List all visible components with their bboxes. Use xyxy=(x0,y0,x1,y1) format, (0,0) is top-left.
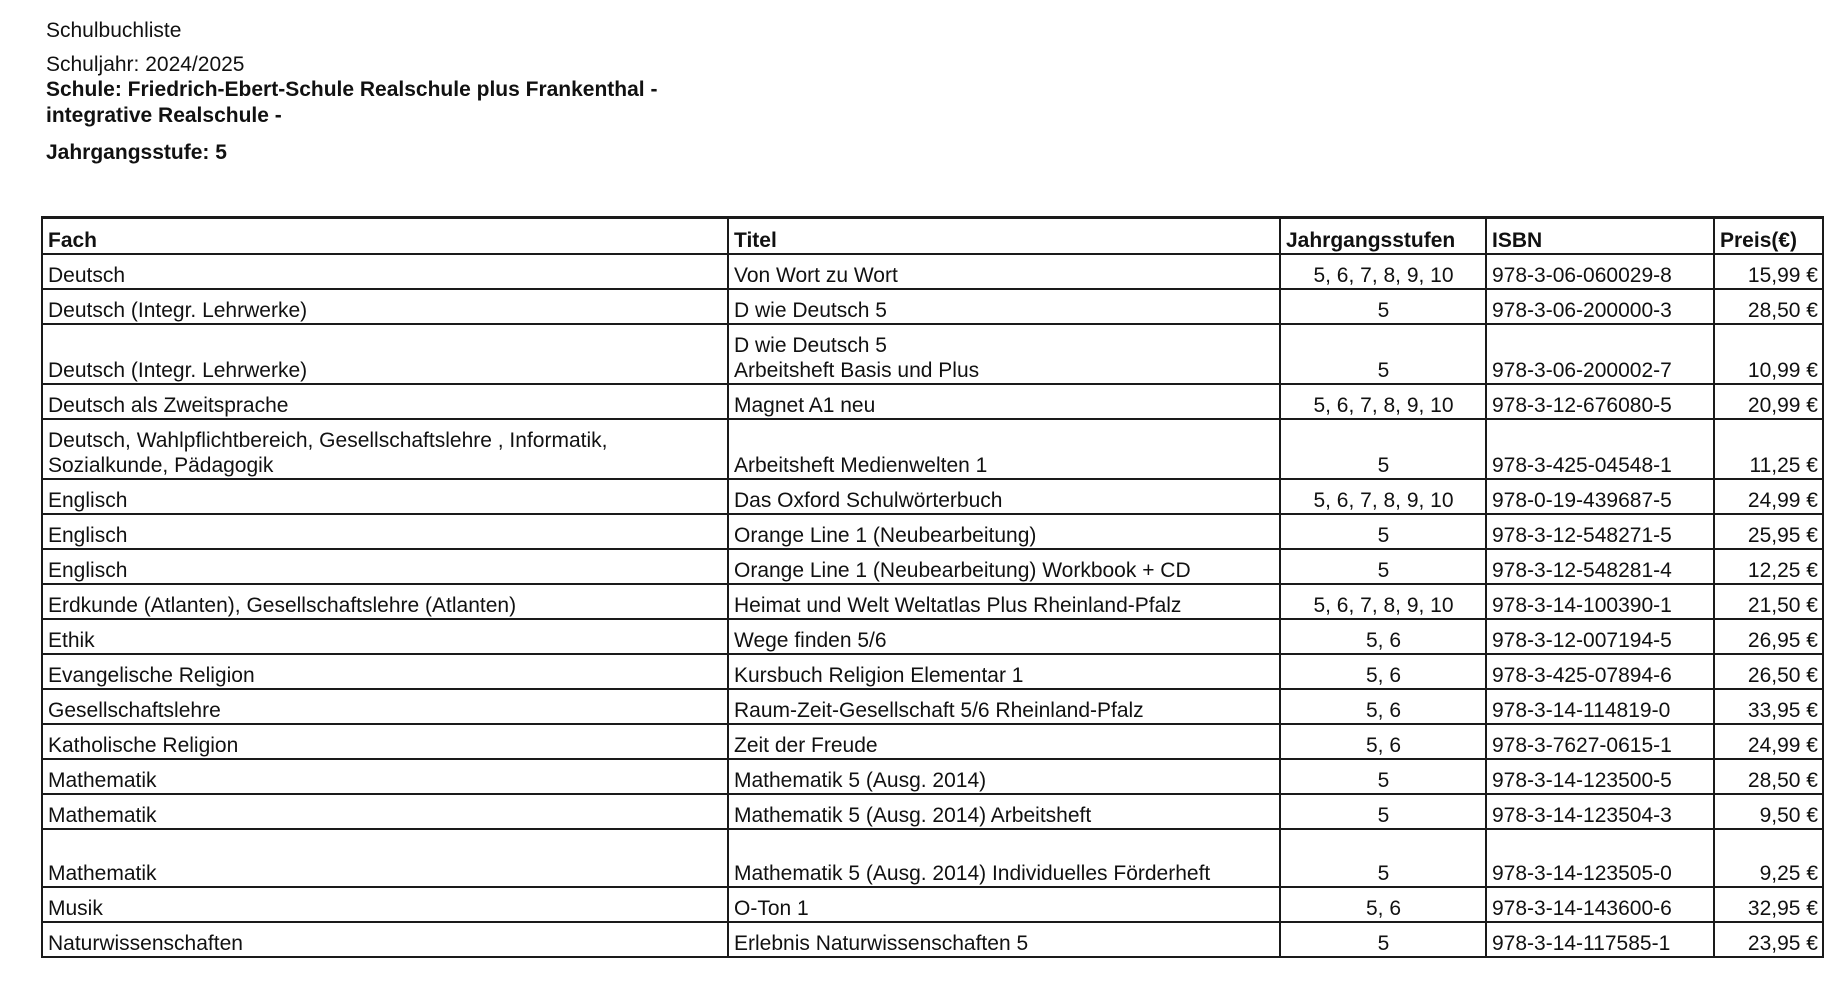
cell-isbn: 978-3-12-548271-5 xyxy=(1486,514,1714,549)
cell-isbn: 978-3-06-060029-8 xyxy=(1486,254,1714,289)
cell-isbn: 978-3-14-123500-5 xyxy=(1486,759,1714,794)
cell-price: 21,50 € xyxy=(1714,584,1823,619)
column-header-grades: Jahrgangsstufen xyxy=(1280,218,1486,255)
cell-title xyxy=(728,584,1280,619)
cell-title xyxy=(728,619,1280,654)
table-row xyxy=(42,759,1823,794)
cell-subject: Mathematik xyxy=(42,759,728,794)
cell-subject: Naturwissenschaften xyxy=(42,922,728,957)
cell-subject: Englisch xyxy=(42,549,728,584)
cell-isbn: 978-3-14-100390-1 xyxy=(1486,584,1714,619)
cell-isbn: 978-3-06-200000-3 xyxy=(1486,289,1714,324)
cell-price: 23,95 € xyxy=(1714,922,1823,957)
cell-price: 26,95 € xyxy=(1714,619,1823,654)
cell-title xyxy=(728,689,1280,724)
cell-price: 25,95 € xyxy=(1714,514,1823,549)
cell-subject: Deutsch xyxy=(42,254,728,289)
cell-title-text-line2: Arbeitsheft Basis und Plus xyxy=(734,358,980,382)
cell-subject: Deutsch, Wahlpflichtbereich, Gesellschaftslehre , Informatik, Sozialkunde, Pädagogik xyxy=(42,419,728,479)
cell-isbn: 978-3-12-676080-5 xyxy=(1486,384,1714,419)
document-header xyxy=(46,18,736,165)
cell-price: 10,99 € xyxy=(1714,324,1823,384)
table-row xyxy=(42,654,1823,689)
cell-title xyxy=(728,384,1280,419)
table-row xyxy=(42,384,1823,419)
cell-title-text: Von Wort zu Wort xyxy=(734,263,898,287)
cell-title xyxy=(728,829,1280,887)
cell-grades: 5, 6, 7, 8, 9, 10 xyxy=(1280,479,1486,514)
cell-title xyxy=(728,794,1280,829)
cell-subject: Erdkunde (Atlanten), Gesellschaftslehre (Atlanten) xyxy=(42,584,728,619)
cell-price: 28,50 € xyxy=(1714,289,1823,324)
cell-title-text: O-Ton 1 xyxy=(734,896,809,920)
cell-price: 24,99 € xyxy=(1714,724,1823,759)
table-body xyxy=(42,254,1823,957)
cell-grades: 5 xyxy=(1280,514,1486,549)
cell-title-text: Zeit der Freude xyxy=(734,733,878,757)
cell-title xyxy=(728,254,1280,289)
cell-price: 26,50 € xyxy=(1714,654,1823,689)
cell-grades: 5 xyxy=(1280,419,1486,479)
cell-isbn: 978-3-14-143600-6 xyxy=(1486,887,1714,922)
table-row xyxy=(42,254,1823,289)
cell-title xyxy=(728,922,1280,957)
cell-title-text: Raum-Zeit-Gesellschaft 5/6 Rheinland-Pfalz xyxy=(734,698,1144,722)
cell-title-text: Das Oxford Schulwörterbuch xyxy=(734,488,1003,512)
cell-title-text: Mathematik 5 (Ausg. 2014) xyxy=(734,768,987,792)
cell-title-text: Mathematik 5 (Ausg. 2014) Arbeitsheft xyxy=(734,803,1092,827)
table-row xyxy=(42,922,1823,957)
cell-subject: Deutsch (Integr. Lehrwerke) xyxy=(42,289,728,324)
cell-title xyxy=(728,887,1280,922)
cell-price: 12,25 € xyxy=(1714,549,1823,584)
table-row xyxy=(42,887,1823,922)
cell-title xyxy=(728,759,1280,794)
cell-grades: 5, 6 xyxy=(1280,689,1486,724)
table-row xyxy=(42,829,1823,887)
column-header-subject: Fach xyxy=(42,218,728,255)
cell-isbn: 978-3-7627-0615-1 xyxy=(1486,724,1714,759)
cell-isbn: 978-3-425-04548-1 xyxy=(1486,419,1714,479)
cell-subject: Mathematik xyxy=(42,829,728,887)
column-header-price: Preis(€) xyxy=(1714,218,1823,255)
cell-price: 11,25 € xyxy=(1714,419,1823,479)
cell-title xyxy=(728,514,1280,549)
cell-isbn: 978-3-14-123505-0 xyxy=(1486,829,1714,887)
cell-grades: 5, 6 xyxy=(1280,887,1486,922)
cell-subject: Evangelische Religion xyxy=(42,654,728,689)
column-header-title: Titel xyxy=(728,218,1280,255)
cell-grades: 5 xyxy=(1280,829,1486,887)
cell-price: 32,95 € xyxy=(1714,887,1823,922)
cell-isbn: 978-3-12-007194-5 xyxy=(1486,619,1714,654)
cell-grades: 5 xyxy=(1280,759,1486,794)
school-year: Schuljahr: 2024/2025 xyxy=(46,53,245,77)
cell-title-text: Heimat und Welt Weltatlas Plus Rheinland-Pfalz xyxy=(734,593,1182,617)
cell-title-text: Erlebnis Naturwissenschaften 5 xyxy=(734,931,1029,955)
table-row xyxy=(42,419,1823,479)
cell-grades: 5 xyxy=(1280,922,1486,957)
cell-title-text: Mathematik 5 (Ausg. 2014) Individuelles Förderheft xyxy=(734,861,1211,885)
grade-level: Jahrgangsstufe: 5 xyxy=(46,140,227,164)
column-header-isbn: ISBN xyxy=(1486,218,1714,255)
cell-grades: 5, 6, 7, 8, 9, 10 xyxy=(1280,584,1486,619)
school-name xyxy=(46,77,736,127)
table-row xyxy=(42,619,1823,654)
cell-price: 24,99 € xyxy=(1714,479,1823,514)
document-title: Schulbuchliste xyxy=(46,19,182,42)
cell-subject: Deutsch (Integr. Lehrwerke) xyxy=(42,324,728,384)
table-row xyxy=(42,584,1823,619)
table-row xyxy=(42,724,1823,759)
cell-grades: 5, 6 xyxy=(1280,619,1486,654)
cell-grades: 5 xyxy=(1280,324,1486,384)
table-row xyxy=(42,514,1823,549)
book-list-table xyxy=(41,216,1824,958)
cell-isbn: 978-3-12-548281-4 xyxy=(1486,549,1714,584)
cell-title xyxy=(728,479,1280,514)
cell-title xyxy=(728,549,1280,584)
cell-subject: Katholische Religion xyxy=(42,724,728,759)
cell-grades: 5, 6, 7, 8, 9, 10 xyxy=(1280,254,1486,289)
cell-price: 15,99 € xyxy=(1714,254,1823,289)
cell-title-text: Arbeitsheft Medienwelten 1 xyxy=(734,453,988,477)
cell-subject: Gesellschaftslehre xyxy=(42,689,728,724)
table-row xyxy=(42,549,1823,584)
cell-grades: 5, 6, 7, 8, 9, 10 xyxy=(1280,384,1486,419)
cell-isbn: 978-0-19-439687-5 xyxy=(1486,479,1714,514)
school-name-text: Schule: Friedrich-Ebert-Schule Realschule plus Frankenthal - integrative Realschule - xyxy=(46,78,658,127)
cell-title-text: Wege finden 5/6 xyxy=(734,628,887,652)
cell-grades: 5, 6 xyxy=(1280,724,1486,759)
cell-title-text: Orange Line 1 (Neubearbeitung) Workbook + CD xyxy=(734,558,1191,582)
cell-price: 9,50 € xyxy=(1714,794,1823,829)
cell-title-text: D wie Deutsch 5 xyxy=(734,298,887,322)
table-row xyxy=(42,794,1823,829)
cell-title xyxy=(728,289,1280,324)
cell-price: 28,50 € xyxy=(1714,759,1823,794)
cell-grades: 5 xyxy=(1280,794,1486,829)
table-header-row xyxy=(42,218,1823,255)
cell-subject: Mathematik xyxy=(42,794,728,829)
cell-title-text: Magnet A1 neu xyxy=(734,393,876,417)
table-row xyxy=(42,324,1823,384)
table-row xyxy=(42,689,1823,724)
cell-grades: 5, 6 xyxy=(1280,654,1486,689)
cell-subject: Englisch xyxy=(42,479,728,514)
cell-title xyxy=(728,724,1280,759)
cell-price: 20,99 € xyxy=(1714,384,1823,419)
cell-title-text: Kursbuch Religion Elementar 1 xyxy=(734,663,1024,687)
cell-title xyxy=(728,654,1280,689)
cell-isbn: 978-3-14-123504-3 xyxy=(1486,794,1714,829)
cell-grades: 5 xyxy=(1280,289,1486,324)
cell-price: 9,25 € xyxy=(1714,829,1823,887)
table-row xyxy=(42,289,1823,324)
cell-subject: Deutsch als Zweitsprache xyxy=(42,384,728,419)
cell-subject: Englisch xyxy=(42,514,728,549)
table-row xyxy=(42,479,1823,514)
cell-subject: Ethik xyxy=(42,619,728,654)
cell-price: 33,95 € xyxy=(1714,689,1823,724)
cell-title xyxy=(728,324,1280,384)
cell-isbn: 978-3-14-114819-0 xyxy=(1486,689,1714,724)
cell-isbn: 978-3-425-07894-6 xyxy=(1486,654,1714,689)
cell-title-text: Orange Line 1 (Neubearbeitung) xyxy=(734,523,1037,547)
cell-title-text: D wie Deutsch 5 xyxy=(734,333,887,357)
cell-isbn: 978-3-06-200002-7 xyxy=(1486,324,1714,384)
cell-subject: Musik xyxy=(42,887,728,922)
cell-isbn: 978-3-14-117585-1 xyxy=(1486,922,1714,957)
cell-grades: 5 xyxy=(1280,549,1486,584)
cell-title xyxy=(728,419,1280,479)
